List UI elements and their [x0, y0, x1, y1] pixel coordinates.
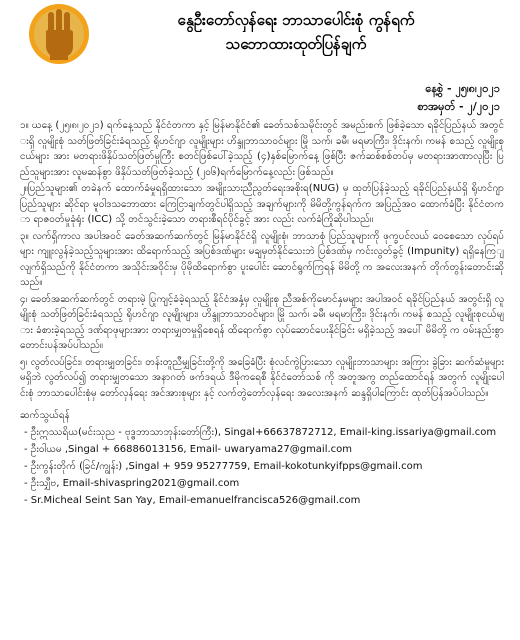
- paragraph-1: ၁။ ယနေ့ (၂၅၊၈၊၂၀၂၁) ရက်နေ့သည် နိုင်ငံတကာ နှင့် မြန်မာနိုင်ငံ၏ ခေတ်သစ်သမိုင်းတွင် အမည်းစက် ဖြစ်ခဲ့သော ရခိုင်ပြည်နယ် အတွင်းရှိ လူမျိုးစုံ သတ်ဖြတ်ခြင်းခံရသည့် ရိုဟင်ဂျာ လူမျိုးများ ဟိန္ဒူဘာသာဝင်များ မြို သက်၊ ခမီ၊ မရမာကြီး၊ ဒိုင်းနက်၊ ကမန် စသည့် လူမျိုးစုငယ်များ အား မတရားဖိနှိပ်သတ်ဖြတ်မှုကြီး စတင်ဖြစ်ပေါ်ခဲ့သည့် (၄)နှစ်မြောက်နေ့ ဖြစ်ပြီး ဇက်ဆစ်စစ်တပ်မှ မတရားအာဏာလုပြီး ပြည်သူများအား လူမဆန်စွာ ဖိနှိပ်သတ်ဖြတ်ခဲ့သည့် (၂၀၆)ရက်မြောက်နေ့လည်း ဖြစ်သည်။: [20, 120, 504, 178]
- contact-section: [20, 407, 504, 509]
- statement-body: [20, 118, 504, 509]
- raised-three-finger-hand-logo: [28, 2, 90, 66]
- letterhead: [18, 0, 502, 72]
- paragraph-4: ၄၊ ခေတ်အဆက်ဆက်တွင် တရားမဲ့ ပြုကျင့်ခံခဲ့ရသည့် နိုင်ငံအနှံ့မှ လူမျိုးစု ညီအစ်ကိုမောင်နှမများ အပါအဝင် ရခိုင်ပြည်နယ် အတွင်းရှိ လူမျိုးစုံ သတ်ဖြတ်ခြင်းခံရသည့် ရိုဟင်ဂျာ လူမျိုးများ၊ ဟိန္ဒူဘာသာဝင်များ၊ မြို သက်၊ ခမီ၊ မရမာကြီး၊ ဒိုင်းနက်၊ ကမန် စသည့် လူမျိုးစုငယ်များ ခံစားခဲ့ရသည့် ဒဏ်ရာဖုများအား တရားမျှတမှုရှိစေရန် ထိရောက်စွာ လုပ်ဆောင်ပေးနိုင်ခြင်း မရှိခဲ့သည့် အပေါ် မိမိတို့ က ဝမ်းနည်းစွာ တောင်းပန်အပ်ပါသည်။: [20, 293, 504, 351]
- issue-date: နေ့စွဲ - ၂၅၊၈၊၂၀၂၁: [425, 82, 500, 95]
- paragraph-2: ၂။ပြည်သူများ၏ တခဲနက် ထောက်ခံမှုရရှိထားသော အမျိုးသားညီညွတ်ရေးအစိုးရ(NUG) မှ ထုတ်ပြန်ခဲ့သည့် ရခိုင်ပြည်နယ်ရှိ ရိုဟင်ဂျာ ပြည်သူများ ဆိုင်ရာ မူဝါဒသဘောထား ကြေငြာချက်တွင်ပါရှိသည့် အချက်များကို မိမိတို့ကွန်ရက်က အပြည့်အဝ ထောက်ခံပြီး နိုင်ငံတကာ ရာဇဝတ်မှုခုံရုံး (ICC) သို့ တင်သွင်းခဲ့သော တရားစီရင်ပိုင်ခွင့် အား လည်း လက်ခံကြိုဆိုပါသည်။: [20, 183, 504, 225]
- network-name: နွေဦးတော်လှန်ရေး ဘာသာပေါင်းစုံ ကွန်ရက်: [177, 11, 415, 29]
- contact-item: - ဦးဝါယမ ,Singal + 66886013156, Email- uwaryama27@gmail.com: [24, 444, 353, 455]
- contact-item: - Sr.Micheal Seint San Yay, Email-emanuelfrancisca526@gmail.com: [24, 495, 361, 506]
- contact-item: - ဦးသျှီဗ, Email-shivaspring2021@gmail.com: [24, 478, 240, 489]
- paragraph-3: ၃။ လက်ရှိကာလ အပါအဝင် ခေတ်အဆက်ဆက်တွင် မြန်မာနိုင်ငံရှိ လူမျိုးစုံ၊ ဘာသာစုံ ပြည်သူများကို ဖုက္ခပင်လယ် ဝေစေသော လုပ်ရပ်များ ကျူးလွန်ခဲ့သည့်သူများအား ထိရောက်သည့် အပြစ်ဒဏ်များ မချမှတ်နိုင်သေးဘဲ ပြစ်ဒဏ်မှ ကင်းလွတ်ခွင့် (Impunity) ရရှိနေကြျလျက်ရှိသည်ကို နိုင်ငံတကာ အသိုင်းအဝိုင်းမှ ပိုမိုထိရောက်စွာ ပူးပေါင်း ဆောင်ရွက်ကြရန် မိမိတို့ က အလေးအနက် တိုက်တွန်းတောင်းဆိုသည်။: [20, 230, 504, 288]
- document-title: သဘောထားထုတ်ပြန်ချက်: [225, 35, 367, 53]
- title-block: [96, 8, 496, 56]
- paragraph-5: ၅၊ လွတ်လပ်ခြင်း၊ တရားမျှတခြင်း၊ တန်းတူညီမျှခြင်းတို့ကို အခြေခံပြီး စုံလင်ကွဲပြားသော လူမျိုးဘာသာများ အကြား ခွဲခြား ဆက်ဆံမှုများ မရှိဘဲ လွတ်လပ်၍ တရားမျှတသော အနာဂတ် ဖက်ဒရယ် ဒီမိုကရေစီ နိုင်ငံတော်သစ် ကို အတူအကွ တည်ထောင်ရန် အတွက် လူမျိုးပေါင်းစုံ ဘာသာပေါင်းစုံမှ တော်လှန်ရေး အင်အားစုများ နှင့် လက်တွဲတော်လှန်ရေး အလေးအနက် ဆန္ဒရှိပါကြောင်း ထုတ်ပြန်အပ်ပါသည်။: [20, 356, 504, 399]
- contact-item: - ဦးဣဿရိယ(မင်းသုည - ဗုဒ္ဓဘာသာဘုန်းတော်ကြီး), Singal+66637872712, Email-king.issariya@gmail.com: [24, 427, 497, 438]
- document-meta: [417, 80, 500, 116]
- contact-item: - ဦးကွန်းတိုက် (ခြင်/ကျွန်း) ,Singal + 959 95277759, Email-kokotunkyifpps@gmail.com: [24, 461, 423, 472]
- contact-label: ဆက်သွယ်ရန်: [20, 410, 70, 421]
- document-number: စာအမှတ် - ၂/၂၀၂၁: [417, 100, 500, 113]
